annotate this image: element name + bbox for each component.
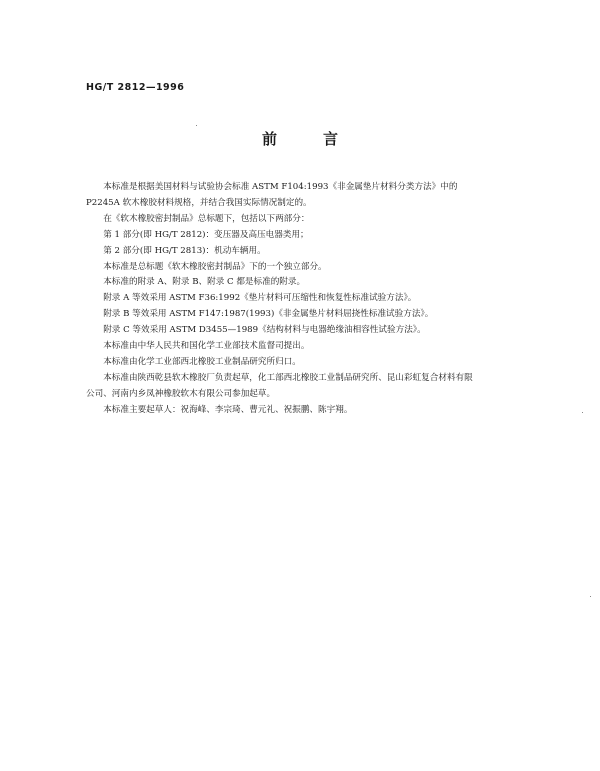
paragraph: P2245A 软木橡胶材料规格，并结合我国实际情况制定的。 (86, 197, 312, 208)
paragraph: 附录 B 等效采用 ASTM F147:1987(1993)《非金属垫片材料屈挠性标准试验方法》。 (103, 309, 434, 320)
page-title (0, 128, 600, 149)
title-char-2: 言 (323, 130, 339, 148)
paragraph: 本标准主要起草人：祝海峰、李宗琦、曹元礼、祝振鹏、陈宇翔。 (103, 404, 353, 415)
paragraph: 本标准的附录 A、附录 B、附录 C 都是标准的附录。 (103, 277, 306, 288)
paragraph: 本标准由化学工业部西北橡胶工业制品研究所归口。 (103, 356, 301, 367)
paragraph: 附录 C 等效采用 ASTM D3455—1989《结构材料与电器绝缘油相容性试验方法》。 (103, 325, 426, 336)
scan-speck (196, 125, 197, 126)
paragraph: 公司、河南内乡凤神橡胶软木有限公司参加起草。 (86, 388, 276, 399)
title-char-1: 前 (261, 130, 277, 148)
standard-code: HG/T 2812—1996 (86, 82, 185, 93)
paragraph: 第 1 部分(即 HG/T 2812)：变压器及高压电器类用； (103, 229, 309, 240)
scan-speck (590, 596, 591, 597)
paragraph: 附录 A 等效采用 ASTM F36:1992《垫片材料可压缩性和恢复性标准试验方法》。 (103, 293, 417, 304)
paragraph: 第 2 部分(即 HG/T 2813)：机动车辆用。 (103, 245, 266, 256)
paragraph: 本标准是根据美国材料与试验协会标准 ASTM F104:1993《非金属垫片材料分类方法》中的 (103, 182, 458, 192)
paragraph: 本标准由陕西乾县软木橡胶厂负责起草，化工部西北橡胶工业制品研究所、昆山彩虹复合材料有限 (103, 372, 473, 383)
foreword-body (86, 180, 518, 419)
scan-speck (582, 412, 583, 413)
paragraph: 在《软木橡胶密封制品》总标题下，包括以下两部分： (103, 213, 310, 224)
paragraph: 本标准是总标题《软木橡胶密封制品》下的一个独立部分。 (103, 261, 327, 272)
paragraph: 本标准由中华人民共和国化学工业部技术监督司提出。 (103, 341, 310, 352)
